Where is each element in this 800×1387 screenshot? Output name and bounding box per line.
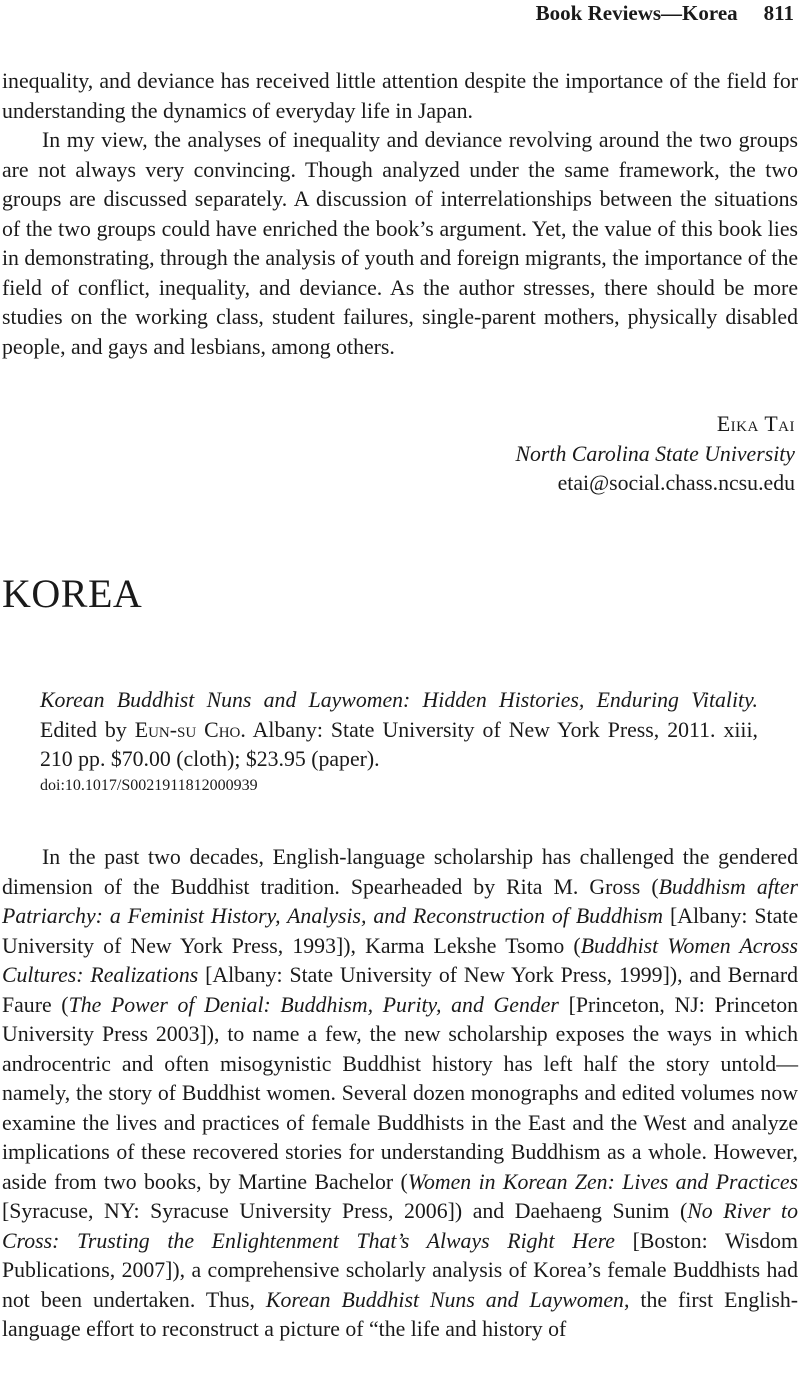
publisher-info: . Albany: State University of New York Press, 2011. xiii, 210 pp. $70.00 (cloth); $23.95 (paper). <box>40 717 758 771</box>
italic-title-run: Buddhism after Patriarchy: a Feminist History, Analysis, and Reconstruction of Buddhism <box>2 874 799 928</box>
text-run: [Princeton, NJ: Princeton University Press 2003]), to name a few, the new scholarship exposes the ways in which androcentric and often misogynistic Buddhist history has left half the story untold—namely, the story of Buddhist women. Several dozen monographs and edited volumes now examine the lives and practices of female Buddhists in the East and the West and analyze implications of these recovered stories for understanding Buddhism as a whole. However, aside from two books, by Martine Bachelor ( <box>2 992 799 1194</box>
reviewer-institution: North Carolina State University <box>515 441 795 466</box>
italic-title-run: No River to Cross: Trusting the Enlightenment That’s Always Right Here <box>2 1199 798 1253</box>
page-number: 811 <box>763 1 794 25</box>
doi: doi:10.1017/S0021911812000939 <box>40 777 258 794</box>
reviewer-signature <box>515 410 795 499</box>
text-run: In the past two decades, English-language scholarship has challenged the gendered dimension of the Buddhist tradition. Spearheaded by Rita M. Gross ( <box>2 845 798 899</box>
paragraph: inequality, and deviance has received little attention despite the importance of the field for understanding the dynamics of everyday life in Japan. <box>2 69 798 123</box>
review-text <box>2 843 798 1345</box>
reviewer-email: etai@social.chass.ncsu.edu <box>557 471 795 495</box>
paragraph: In my view, the analyses of inequality and deviance revolving around the two groups are not always very convincing. Though analyzed under the same framework, the two groups are discussed separately. A discussion of interrelationships between the situations of the two groups could have enriched the book’s argument. Yet, the value of this book lies in demonstrating, through the analysis of youth and foreign migrants, the importance of the field of conflict, inequality, and deviance. As the author stresses, there should be more studies on the working class, student failures, single-parent mothers, physically disabled people, and gays and lesbians, among others. <box>2 128 799 359</box>
italic-title-run: The Power of Denial: Buddhism, Purity, and Gender <box>68 992 559 1017</box>
text-run: [Albany: State University of New York Press, 1999]), and Bernard Faure ( <box>2 963 798 1017</box>
paragraph <box>2 843 798 1345</box>
text-run: [Albany: State University of New York Press, 1993]), Karma Lekshe Tsomo ( <box>2 904 798 958</box>
section-heading: KOREA <box>2 571 143 616</box>
text-run: [Boston: Wisdom Publications, 2007]), a comprehensive scholarly analysis of Korea’s female Buddhists had not been undertaken. Thus, <box>2 1228 798 1312</box>
text-run: [Syracuse, NY: Syracuse University Press, 2006]) and Daehaeng Sunim ( <box>2 1199 688 1223</box>
italic-title-run: Women in Korean Zen: Lives and Practices <box>407 1169 799 1194</box>
book-title: Korean Buddhist Nuns and Laywomen: Hidden Histories, Enduring Vitality. <box>40 688 758 712</box>
running-header-section: Book Reviews—Korea <box>535 1 738 25</box>
reviewer-name: Eika Tai <box>716 412 795 436</box>
italic-title-run: Buddhist Women Across Cultures: Realizations <box>2 933 798 987</box>
text-run: , the first English-language effort to reconstruct a picture of “the life and history of <box>2 1287 798 1341</box>
book-citation <box>40 686 758 775</box>
edited-by-label: Edited by <box>40 717 127 742</box>
previous-review-text <box>2 67 798 362</box>
editor-name: Eun-su Cho <box>134 717 241 742</box>
italic-title-run: Korean Buddhist Nuns and Laywomen <box>265 1287 624 1312</box>
running-header <box>536 1 794 27</box>
